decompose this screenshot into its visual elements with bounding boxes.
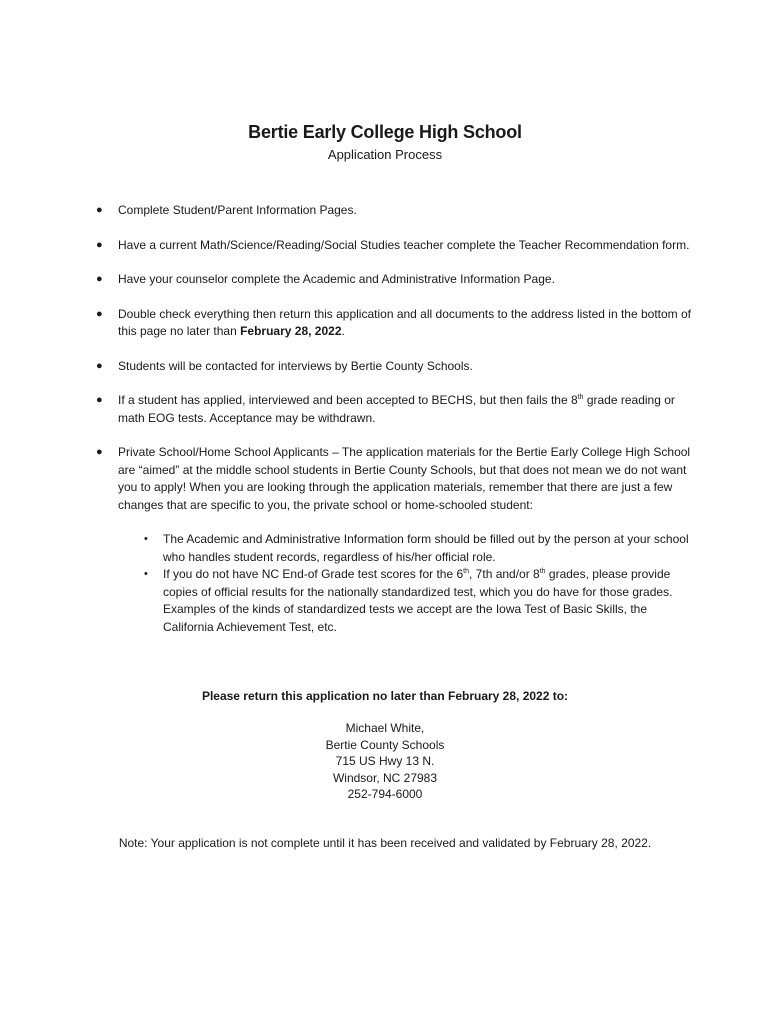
sub-list-item	[144, 566, 696, 636]
sub-list-item-text: grades, please provide copies of official results for the nationally standardized test, which you do have for those grades. Examples of the kinds of standardized tests we accept are the Iowa Test of Basic Skills, the California Achievement Test, etc.	[163, 567, 673, 634]
sub-list-item-text: The Academic and Administrative Information form should be filled out by the person at your school who handles student records, regardless of his/her official role.	[163, 532, 689, 564]
list-item-text: If a student has applied, interviewed and been accepted to BECHS, but then fails the 8	[118, 393, 578, 407]
deadline-date: February 28, 2022	[240, 324, 342, 338]
list-item-text: .	[341, 324, 345, 338]
list-item	[96, 237, 696, 255]
application-steps-list	[96, 202, 696, 653]
bullet-icon: ●	[96, 359, 103, 372]
address-line: Michael White,	[345, 721, 425, 735]
bullet-icon: ●	[96, 238, 103, 251]
mailing-address	[0, 720, 770, 803]
bullet-icon: ●	[96, 446, 103, 458]
return-heading: Please return this application no later than February 28, 2022 to:	[201, 689, 569, 703]
address-line: 715 US Hwy 13 N.	[335, 754, 435, 768]
private-school-sublist	[118, 531, 696, 636]
list-item	[96, 392, 696, 427]
bullet-icon: ●	[96, 307, 103, 320]
list-item	[96, 306, 696, 341]
list-item-text: grade reading or math EOG tests. Acceptance may be withdrawn.	[118, 393, 675, 425]
list-item	[96, 202, 696, 220]
page-title: Bertie Early College High School	[248, 122, 522, 142]
sub-list-item	[144, 531, 696, 566]
bullet-icon: ●	[96, 273, 103, 285]
address-line: Windsor, NC 27983	[332, 770, 438, 785]
list-item	[96, 358, 696, 376]
list-item-text: Have a current Math/Science/Reading/Social Studies teacher complete the Teacher Recommendation form.	[118, 237, 690, 252]
sub-list-item-text: If you do not have NC End-of Grade test scores for the 6	[163, 567, 464, 581]
page-subtitle: Application Process	[327, 147, 443, 162]
sub-bullet-icon: •	[144, 533, 148, 545]
list-item-text: Double check everything then return this application and all documents to the address listed in the bottom of this page no later than	[118, 306, 692, 338]
address-line: Bertie County Schools	[325, 737, 445, 752]
list-item-text: Have your counselor complete the Academic and Administrative Information Page.	[118, 272, 555, 286]
bullet-icon: ●	[96, 394, 103, 406]
sub-list-item-text: , 7th and/or 8	[469, 567, 540, 581]
bullet-icon: ●	[96, 204, 103, 216]
sub-bullet-icon: •	[144, 568, 148, 580]
superscript: th	[463, 568, 470, 575]
list-item-text: Students will be contacted for interviews by Bertie County Schools.	[118, 358, 473, 373]
completion-note: Note: Your application is not complete until it has been received and validated by February 28, 2022.	[118, 836, 652, 850]
superscript: th	[539, 568, 546, 575]
list-item	[96, 444, 696, 636]
superscript: th	[577, 394, 584, 401]
list-item-text: Complete Student/Parent Information Pages.	[118, 203, 357, 217]
list-item	[96, 271, 696, 289]
address-line: 252-794-6000	[347, 787, 423, 801]
list-item-text: Private School/Home School Applicants – The application materials for the Bertie Early College High School are “aimed” at the middle school students in Bertie County Schools, but that does not mean we do not want you to apply! When you are looking through the application materials, remember that there are just a few changes that are specific to you, the private school or home-schooled student:	[118, 445, 691, 512]
